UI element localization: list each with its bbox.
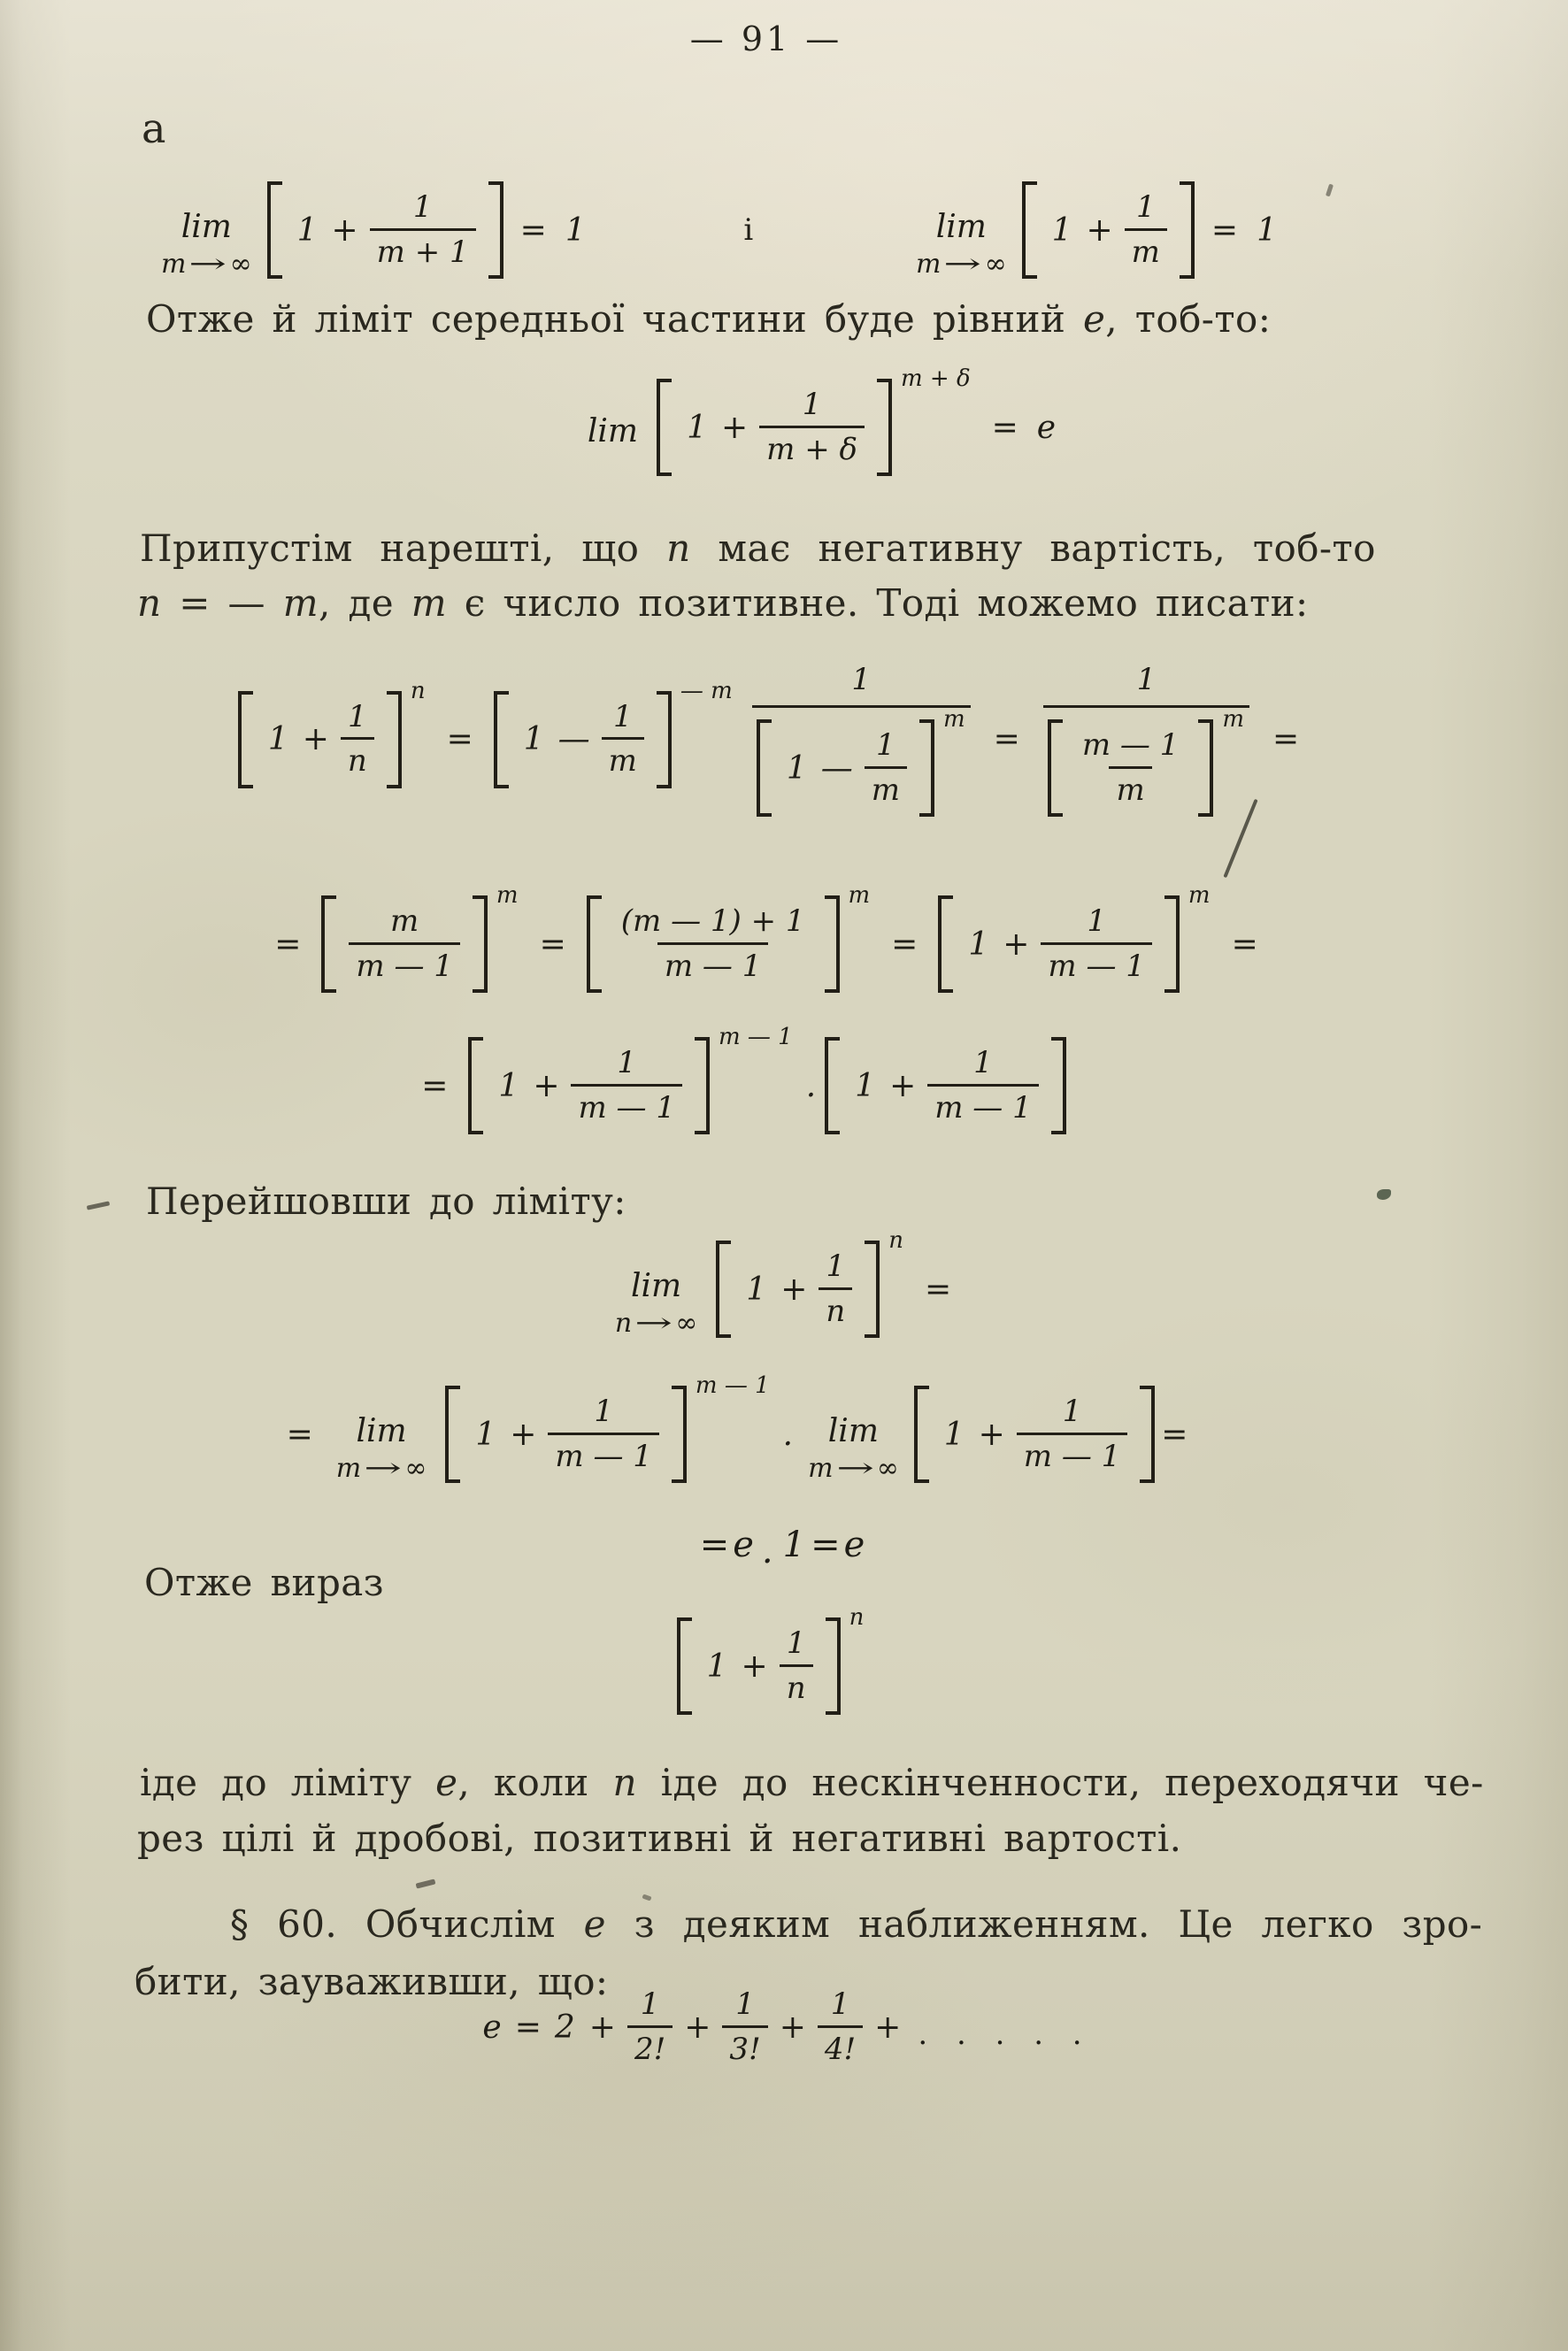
math-token: 1 bbox=[498, 1067, 519, 1104]
arrow-icon: → bbox=[364, 1453, 403, 1485]
denominator: m — 1 bbox=[1017, 1433, 1128, 1473]
bracket-right bbox=[865, 1241, 880, 1338]
math-token: 1 bbox=[1257, 211, 1277, 249]
numerator: 1 bbox=[412, 189, 433, 225]
denominator: m + δ bbox=[759, 426, 865, 466]
denominator: n bbox=[341, 737, 374, 778]
bracket-group bbox=[238, 691, 402, 788]
equation-lim-left bbox=[150, 181, 592, 279]
denominator: m bbox=[602, 737, 644, 778]
bracket-right bbox=[826, 1617, 841, 1715]
math-token: . bbox=[761, 1531, 773, 1571]
ink-tick bbox=[1326, 184, 1334, 197]
bracket-left bbox=[238, 691, 253, 788]
fraction bbox=[614, 903, 812, 984]
infinity-symbol: ∞ bbox=[675, 1308, 698, 1340]
fraction bbox=[1075, 727, 1187, 808]
exponent: m bbox=[1222, 706, 1244, 733]
bracket-group bbox=[825, 1037, 1066, 1134]
math-token: 1 bbox=[746, 1271, 767, 1308]
exponent: m bbox=[848, 882, 871, 909]
fraction bbox=[722, 1986, 767, 2067]
bracket-right bbox=[488, 181, 503, 279]
math-token: 1 bbox=[687, 409, 707, 446]
math-token: 1 bbox=[1051, 211, 1072, 249]
lim-label: lim bbox=[630, 1268, 682, 1305]
math-token: + bbox=[533, 1067, 560, 1104]
numerator: 1 bbox=[1136, 662, 1157, 697]
bracket-right bbox=[1198, 719, 1213, 817]
lim-label: lim bbox=[587, 412, 639, 449]
bracket-left bbox=[914, 1386, 929, 1483]
math-token: = bbox=[1161, 1416, 1188, 1453]
math-token: + bbox=[331, 211, 358, 249]
math-token: = bbox=[446, 721, 473, 758]
numerator: 1 bbox=[640, 1986, 660, 2022]
bracket-right bbox=[877, 379, 892, 476]
bracket-group-with-exponent bbox=[934, 882, 1215, 993]
exponent: — m bbox=[680, 677, 733, 704]
equation-chain-line3 bbox=[0, 1024, 1524, 1134]
denominator bbox=[752, 705, 971, 817]
lim-label: lim bbox=[181, 209, 232, 246]
fraction bbox=[927, 1045, 1039, 1126]
bracket-right bbox=[657, 691, 672, 788]
bracket-left bbox=[321, 895, 336, 993]
equation-one-plus-1n bbox=[0, 1604, 1555, 1715]
equation-lim-product bbox=[0, 1372, 1515, 1485]
exponent: m bbox=[496, 882, 519, 909]
bracket-group bbox=[468, 1037, 710, 1134]
math-token: = bbox=[1272, 721, 1300, 758]
fraction bbox=[571, 1045, 682, 1126]
math-token: + bbox=[1003, 926, 1030, 963]
math-token: = bbox=[421, 1067, 449, 1104]
bracket-right bbox=[1180, 181, 1195, 279]
arrow-icon: → bbox=[188, 249, 227, 280]
math-token: + bbox=[741, 1648, 768, 1685]
infinity-symbol: ∞ bbox=[404, 1453, 427, 1485]
math-token: 1 bbox=[706, 1648, 727, 1685]
denominator: n bbox=[819, 1287, 852, 1328]
bracket-right bbox=[695, 1037, 710, 1134]
equation-e-series bbox=[0, 1986, 1568, 2067]
math-token: 1 bbox=[786, 749, 807, 787]
math-token: + bbox=[780, 1271, 808, 1308]
denominator: m bbox=[1125, 228, 1167, 269]
bracket-group-with-exponent bbox=[464, 1024, 797, 1134]
exponent: m bbox=[942, 706, 965, 733]
bracket-group-with-exponent bbox=[441, 1372, 774, 1483]
ellipsis-dots: . . . . . bbox=[918, 2017, 1092, 2053]
fraction bbox=[819, 1248, 852, 1329]
bracket-left bbox=[1022, 181, 1037, 279]
bracket-right bbox=[672, 1386, 687, 1483]
exponent: m — 1 bbox=[695, 1372, 770, 1399]
bracket-left bbox=[587, 895, 602, 993]
bracket-group bbox=[716, 1241, 880, 1338]
bracket-right bbox=[919, 719, 934, 817]
paragraph-assume-negative-line2: n = — m, де m є число позитивне. Тоді можемо писати: bbox=[137, 581, 1309, 625]
math-token: = bbox=[891, 926, 919, 963]
bracket-right bbox=[387, 691, 402, 788]
math-token: = bbox=[699, 1525, 730, 1565]
fraction bbox=[548, 1396, 659, 1472]
exponent: m + δ bbox=[900, 365, 971, 392]
paragraph-assume-negative-line1: Припустім нарешті, що n має негативну вартість, тоб-то bbox=[140, 526, 1376, 570]
fraction bbox=[759, 389, 865, 465]
page-number: — 91 — bbox=[689, 19, 843, 58]
lim-label: lim bbox=[827, 1413, 879, 1450]
equation-lim-right bbox=[905, 181, 1283, 279]
fraction bbox=[349, 903, 460, 984]
math-token: e bbox=[733, 1525, 754, 1565]
math-token: 1 bbox=[565, 211, 586, 249]
equation-chain-line1 bbox=[0, 662, 1555, 817]
paragraph-section-60-line2: бити, зауваживши, що: bbox=[135, 1960, 609, 2003]
fraction bbox=[627, 1986, 673, 2067]
math-token: = bbox=[991, 409, 1018, 446]
denominator: m — 1 bbox=[349, 942, 460, 983]
bracket-left bbox=[468, 1037, 483, 1134]
denominator: 2! bbox=[627, 2025, 673, 2066]
ink-speck bbox=[1377, 1189, 1391, 1200]
numerator: 1 bbox=[735, 1986, 755, 2022]
denominator: m + 1 bbox=[370, 228, 476, 269]
numerator: (m — 1) + 1 bbox=[620, 903, 805, 939]
equation-lim-pair bbox=[150, 181, 1283, 279]
bracket-group bbox=[677, 1617, 841, 1715]
denominator bbox=[1043, 705, 1249, 817]
denominator: m — 1 bbox=[927, 1084, 1039, 1125]
fraction bbox=[1041, 903, 1152, 984]
math-token: 1 bbox=[855, 1067, 876, 1104]
denominator: m — 1 bbox=[1041, 942, 1152, 983]
lim-subscript: n → ∞ bbox=[614, 1308, 698, 1340]
lim-operator bbox=[588, 413, 638, 449]
denominator: m bbox=[865, 766, 907, 807]
ink-smudge bbox=[416, 1878, 436, 1888]
math-token: 1 bbox=[523, 721, 544, 758]
denominator: m — 1 bbox=[571, 1084, 682, 1125]
math-token: e bbox=[843, 1525, 865, 1565]
bracket-group bbox=[494, 691, 672, 788]
bracket-group bbox=[938, 895, 1180, 993]
numerator: 1 bbox=[830, 1986, 850, 2022]
numerator: 1 bbox=[612, 698, 633, 734]
bracket-group bbox=[757, 719, 934, 817]
fraction bbox=[818, 1986, 863, 2067]
math-token: = bbox=[1231, 926, 1258, 963]
math-token: 1 bbox=[782, 1525, 806, 1565]
bracket-left bbox=[938, 895, 953, 993]
denominator: 3! bbox=[722, 2025, 767, 2066]
infinity-symbol: ∞ bbox=[229, 249, 252, 280]
fraction bbox=[341, 698, 374, 780]
denominator: m bbox=[1109, 766, 1151, 807]
paragraph-thus-expression: Отже вираз bbox=[144, 1561, 384, 1604]
equation-lim-n bbox=[0, 1227, 1568, 1340]
math-token: · bbox=[782, 1425, 794, 1463]
lim-label: lim bbox=[935, 209, 987, 246]
math-token: = bbox=[519, 211, 547, 249]
numerator: 1 bbox=[973, 1045, 993, 1080]
math-token: = bbox=[811, 1525, 841, 1565]
math-token: e bbox=[1036, 409, 1057, 446]
bracket-right bbox=[1051, 1037, 1066, 1134]
lim-operator bbox=[615, 1268, 697, 1339]
paragraph-conclusion-line1: іде до ліміту е, коли n іде до нескінченности, переходячи че- bbox=[140, 1761, 1484, 1804]
math-token: = bbox=[539, 926, 566, 963]
math-token: + bbox=[684, 2009, 711, 2046]
exponent: m bbox=[1188, 882, 1211, 909]
lim-operator bbox=[808, 1413, 899, 1484]
exponent: n bbox=[888, 1227, 904, 1254]
bracket-group bbox=[1048, 719, 1214, 817]
math-token: + bbox=[1086, 211, 1113, 249]
bracket-group bbox=[587, 895, 840, 993]
bracket-group bbox=[914, 1386, 1156, 1483]
math-token: = bbox=[925, 1271, 952, 1308]
math-token: + bbox=[874, 2009, 902, 2046]
bracket-group-with-exponent bbox=[317, 882, 523, 993]
math-token: 1 bbox=[968, 926, 989, 963]
bracket-left bbox=[757, 719, 772, 817]
math-token: 1 bbox=[475, 1416, 496, 1453]
bracket-right bbox=[1140, 1386, 1155, 1483]
math-token: + bbox=[302, 721, 329, 758]
fraction bbox=[602, 698, 644, 780]
math-token: — bbox=[820, 749, 853, 787]
math-token: + bbox=[978, 1416, 1005, 1453]
exponent: n bbox=[410, 677, 426, 704]
lim-label: lim bbox=[356, 1413, 407, 1450]
lim-subscript: m → ∞ bbox=[808, 1453, 899, 1485]
bracket-group bbox=[1022, 181, 1195, 279]
paragraph-passing-to-limit: Перейшовши до ліміту: bbox=[146, 1179, 626, 1223]
numerator: 1 bbox=[826, 1248, 846, 1284]
infinity-symbol: ∞ bbox=[984, 249, 1007, 280]
bracket-group-with-exponent bbox=[234, 677, 431, 788]
margin-letter-a: а bbox=[142, 104, 166, 152]
math-token: = bbox=[274, 926, 302, 963]
exponent: n bbox=[849, 1604, 865, 1631]
math-token: + bbox=[889, 1067, 917, 1104]
bracket-right bbox=[1164, 895, 1180, 993]
math-token: + bbox=[510, 1416, 537, 1453]
numerator: 1 bbox=[617, 1045, 637, 1080]
ink-smudge bbox=[642, 1894, 651, 1901]
bracket-right bbox=[473, 895, 488, 993]
denominator: m — 1 bbox=[548, 1433, 659, 1473]
bracket-group-with-exponent bbox=[489, 677, 738, 788]
numerator: m bbox=[390, 903, 419, 939]
tall-fraction bbox=[752, 662, 971, 817]
bracket-left bbox=[445, 1386, 460, 1483]
bracket-group-with-exponent bbox=[711, 1227, 909, 1338]
equation-chain-line2 bbox=[0, 882, 1550, 993]
numerator: 1 bbox=[802, 387, 822, 422]
fraction bbox=[865, 727, 907, 808]
numerator: 1 bbox=[786, 1625, 806, 1661]
denominator: m — 1 bbox=[657, 942, 769, 983]
arrow-icon: → bbox=[943, 249, 982, 280]
bracket-right bbox=[825, 895, 840, 993]
ink-dash bbox=[87, 1201, 110, 1210]
math-token: = bbox=[514, 2009, 542, 2046]
paragraph-conclusion-line2: рез цілі й дробові, позитивні й негативні вартості. bbox=[137, 1817, 1182, 1860]
math-token: 1 bbox=[267, 721, 288, 758]
infinity-symbol: ∞ bbox=[876, 1453, 899, 1485]
math-token: 1 bbox=[296, 211, 318, 249]
math-token: + bbox=[588, 2009, 616, 2046]
paragraph-limit-middle: Отже й ліміт середньої частини буде рівний е, тоб-то: bbox=[146, 297, 1272, 341]
math-token: = bbox=[1211, 211, 1239, 249]
bracket-group bbox=[445, 1386, 687, 1483]
arrow-icon: → bbox=[835, 1453, 874, 1485]
arrow-icon: → bbox=[634, 1308, 673, 1340]
numerator: 1 bbox=[1135, 189, 1156, 225]
lim-subscript: m → ∞ bbox=[335, 1453, 427, 1485]
fraction bbox=[780, 1625, 813, 1706]
fraction bbox=[370, 189, 476, 270]
bracket-left bbox=[657, 379, 672, 476]
denominator: 4! bbox=[818, 2025, 863, 2066]
fraction bbox=[1125, 189, 1167, 270]
math-token: + bbox=[779, 2009, 806, 2046]
math-token: · bbox=[805, 1077, 817, 1114]
numerator: 1 bbox=[851, 662, 872, 697]
bracket-group bbox=[657, 379, 892, 476]
lim-subscript: m → ∞ bbox=[915, 249, 1007, 280]
bracket-group bbox=[267, 181, 503, 279]
bracket-left bbox=[825, 1037, 840, 1134]
math-token: e bbox=[482, 2009, 502, 2046]
bracket-group bbox=[321, 895, 488, 993]
denominator: n bbox=[780, 1664, 813, 1705]
lim-operator bbox=[916, 209, 1007, 280]
bracket-left bbox=[1048, 719, 1063, 817]
math-token: + bbox=[720, 409, 749, 446]
lim-operator bbox=[161, 209, 252, 280]
lim-subscript: m → ∞ bbox=[161, 249, 252, 280]
exponent: m — 1 bbox=[718, 1024, 793, 1050]
paragraph-section-60-line1: § 60. Обчислім е з деяким наближенням. Це легко зро- bbox=[230, 1902, 1483, 1946]
numerator: 1 bbox=[594, 1394, 613, 1429]
tall-fraction bbox=[1043, 662, 1249, 817]
bracket-left bbox=[716, 1241, 731, 1338]
lim-operator bbox=[336, 1413, 427, 1484]
bracket-group-with-exponent bbox=[582, 882, 875, 993]
numerator: 1 bbox=[1062, 1394, 1082, 1429]
fraction bbox=[1017, 1396, 1128, 1472]
bracket-group-with-exponent bbox=[673, 1604, 870, 1715]
math-token: 2 bbox=[554, 2009, 575, 2046]
conjunction-i: і bbox=[743, 212, 754, 249]
numerator: 1 bbox=[1087, 903, 1106, 939]
numerator: 1 bbox=[348, 698, 367, 734]
bracket-left bbox=[677, 1617, 692, 1715]
numerator: 1 bbox=[876, 727, 895, 763]
equation-lim-m-delta bbox=[35, 365, 1568, 476]
math-token: 1 bbox=[943, 1416, 965, 1453]
bracket-left bbox=[267, 181, 282, 279]
bracket-left bbox=[494, 691, 509, 788]
numerator: m — 1 bbox=[1081, 727, 1180, 763]
bracket-group-with-exponent bbox=[652, 365, 976, 476]
math-token: = bbox=[993, 721, 1020, 758]
math-token: = bbox=[286, 1416, 313, 1453]
math-token: — bbox=[557, 721, 590, 758]
